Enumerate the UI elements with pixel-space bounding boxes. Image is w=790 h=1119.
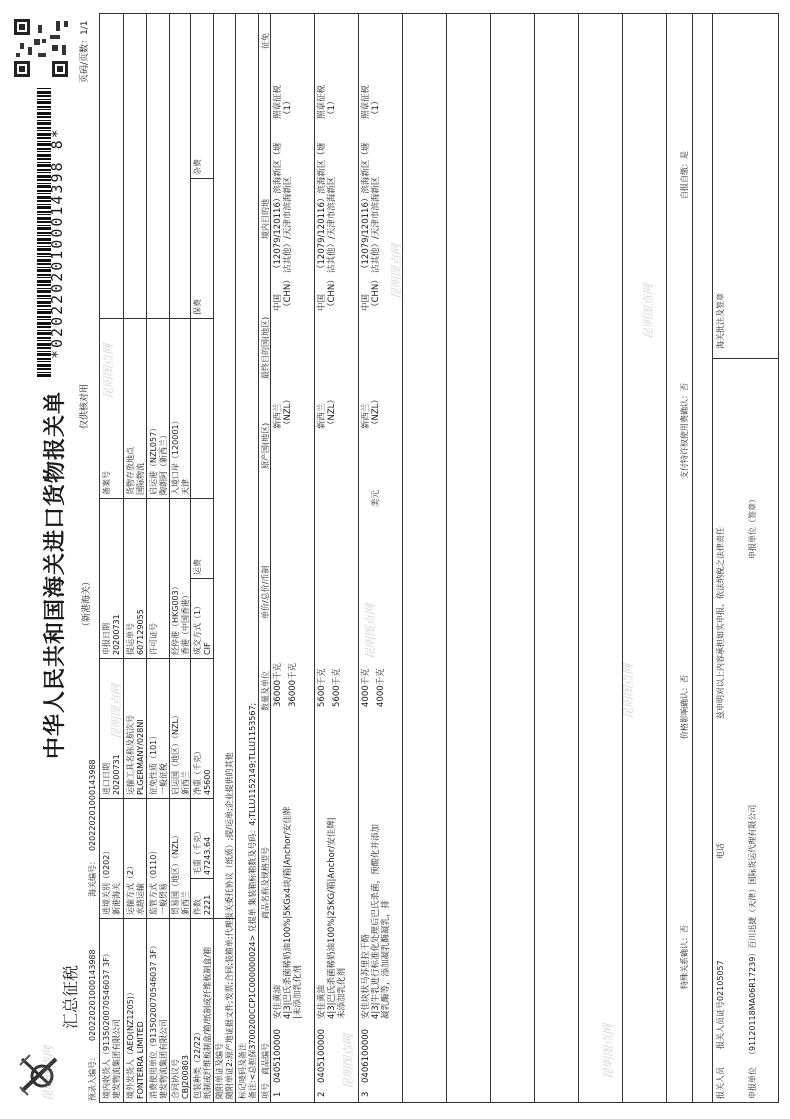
barcode-number: *02022020100014398 8* bbox=[48, 127, 66, 359]
preentry-label: 预录入编号： bbox=[88, 1053, 97, 1101]
docs-value: 随附单证2:原产地证据文件;发票;合同;装箱单;代理报关委托协议（纸质）;提/运单;企业提供的其他 bbox=[225, 752, 234, 1099]
qr-code bbox=[12, 17, 70, 79]
goods-name-line: 安佳黄油 bbox=[317, 984, 327, 1019]
marks-value: 备注:<总担保3700200CCP1C000000024> 兑提单 集装箱标箱数及号码：4;TLLU1152149;TLLU1153567; bbox=[248, 702, 257, 1099]
goods-name-line: 4|3|牛乳进行标准化处理后巴氏杀菌，预酸化并添加 bbox=[371, 823, 381, 1019]
goods-code: 0405100000 bbox=[273, 1028, 283, 1083]
import-date-label: 进口日期 bbox=[102, 763, 111, 795]
special-relation-confirm: 特殊关系确认：否 bbox=[680, 925, 689, 989]
customs-number-label: 海关编号： bbox=[88, 857, 97, 897]
terms-value: CIF bbox=[203, 642, 212, 655]
barcode-bar bbox=[37, 120, 51, 121]
user-value: 建发物流集团有限公司 bbox=[159, 1019, 168, 1099]
goods-code: 0406100000 bbox=[361, 1028, 371, 1083]
goods-qty: 36000千克 bbox=[288, 662, 298, 707]
trade-country-value: 新西兰 bbox=[181, 891, 190, 915]
pieces-label: 件数 bbox=[193, 899, 202, 915]
origin-country-label: 启运国（地区）（NZL） bbox=[171, 711, 180, 795]
goods-levy: （1） bbox=[371, 96, 381, 119]
import-date-value: 20200731 bbox=[112, 754, 121, 795]
goods-origin: （NZL） bbox=[327, 395, 337, 429]
goods-header-levy: 征免 bbox=[261, 33, 270, 49]
pieces-value: 2221 bbox=[203, 894, 212, 915]
watermark: 昆明图点网 bbox=[622, 664, 635, 719]
gross-label: 毛重（千克） bbox=[193, 827, 202, 875]
goods-header-domestic: 境内目的地 bbox=[261, 199, 270, 239]
goods-header-code: 商品编号 bbox=[261, 1043, 270, 1075]
declarant-label: 报关人员 bbox=[716, 1067, 725, 1099]
levy-label: 征免性质（101） bbox=[149, 731, 158, 795]
goods-dest: 中国 bbox=[361, 293, 371, 311]
net-value: 45600 bbox=[203, 769, 212, 795]
license-label: 许可证号 bbox=[149, 623, 158, 655]
consignor-label: 境外发货人（AEO(NZ1205)） bbox=[126, 988, 135, 1099]
page-info: 页码/页数：1/1 bbox=[80, 20, 90, 83]
trade-country-label: 贸易国（地区）（NZL） bbox=[171, 831, 180, 915]
declaring-unit-seal: 申报单位（签章） bbox=[748, 495, 757, 559]
barcode-bar bbox=[37, 95, 51, 97]
declarant-value: 报关人员证号02105057 bbox=[716, 960, 725, 1049]
contract-label: 合同协议号 bbox=[171, 1059, 180, 1099]
goods-origin: 新西兰 bbox=[361, 403, 371, 429]
goods-name-line: 4|3|巴氏杀菌稀奶油100%|25KG/箱|Anchor/安佳牌| bbox=[327, 817, 337, 1019]
watermark: 昆明图点网 bbox=[42, 1046, 55, 1101]
goods-code: 0405100000 bbox=[317, 1028, 327, 1083]
vessel-label: 运输工具名称及航次号 bbox=[126, 715, 135, 795]
vessel-value: PLGERMANY/028NI bbox=[136, 719, 145, 795]
user-label: 消费使用单位（9135020070546037 3F） bbox=[149, 941, 158, 1099]
watermark: 昆明图点网 bbox=[102, 344, 115, 399]
gross-value: 47243.64 bbox=[203, 836, 212, 875]
legal-promise: 兹申明对以上内容承担如实申报、依法纳税之法律责任 bbox=[716, 527, 725, 719]
consignee-value: 建发物流集团有限公司 bbox=[112, 1019, 121, 1099]
goods-domestic: （12079/120116）滨海新区（塘 bbox=[273, 142, 283, 273]
origin-country-value: 新西兰 bbox=[181, 771, 190, 795]
goods-header-qty: 数量及单位 bbox=[261, 671, 270, 711]
goods-domestic: （12079/120116）滨海新区（塘 bbox=[317, 142, 327, 273]
goods-levy: 照章征税 bbox=[361, 84, 371, 119]
customs-number: 020220201000143988 bbox=[88, 759, 97, 851]
bl-value: 607129055 bbox=[136, 609, 145, 655]
goods-price: 美元 bbox=[371, 489, 381, 507]
declaring-unit-label: 申报单位 bbox=[748, 1067, 757, 1099]
goods-no: 2 bbox=[317, 1091, 327, 1097]
goods-levy: 照章征税 bbox=[273, 84, 283, 119]
goods-no: 1 bbox=[273, 1091, 283, 1097]
storage-value: 国际物流 bbox=[136, 463, 145, 495]
levy-value: 一般征税 bbox=[159, 763, 168, 795]
declaring-unit-value: （91120118MA06R17239）百川迅捷（天津）国际货运代理有限公司 bbox=[748, 804, 757, 1059]
goods-header-name: 商品名称及规格型号 bbox=[261, 847, 270, 919]
terms-label: 成交方式（1） bbox=[193, 601, 202, 655]
goods-no: 3 bbox=[361, 1091, 371, 1097]
barcode-bar bbox=[37, 122, 51, 125]
goods-domestic: 沽其他）/天津市滨海新区 bbox=[371, 176, 381, 273]
goods-origin: 新西兰 bbox=[317, 403, 327, 429]
goods-origin: （NZL） bbox=[283, 395, 293, 429]
barcode-bar bbox=[37, 106, 51, 108]
watermark: 昆明图点网 bbox=[390, 244, 403, 299]
entry-port-label: 进境关别（0202） bbox=[102, 846, 111, 915]
watermark: 昆明图点网 bbox=[602, 1024, 615, 1079]
preentry-number: 020220201000143988 bbox=[88, 949, 97, 1041]
goods-levy: 照章征税 bbox=[317, 84, 327, 119]
entry-port2-label: 入境口岸（120001） bbox=[171, 416, 180, 495]
barcode-bar bbox=[37, 99, 51, 100]
decl-date-label: 申报日期 bbox=[102, 623, 111, 655]
goods-name-line: 安佳块状马苏里拉干酪 bbox=[361, 933, 371, 1019]
docs-label: 随附单证及编号 bbox=[215, 1043, 224, 1099]
barcode-bar bbox=[37, 112, 51, 115]
goods-dest: （CHN） bbox=[283, 275, 293, 311]
verify-text: 仅供核对用 bbox=[80, 383, 90, 429]
goods-domestic: 沽其他）/天津市滨海新区 bbox=[327, 176, 337, 273]
goods-name-line: 凝乳酶等，添加凝乳酶凝乳，排 bbox=[381, 899, 391, 1019]
transit-port-value: 香港（中国香港） bbox=[181, 591, 190, 655]
entry-port-value: 新港海关 bbox=[112, 883, 121, 915]
contract-value: CBJ200803 bbox=[181, 1055, 190, 1099]
freight-label: 运费 bbox=[193, 559, 202, 575]
barcode-bar bbox=[37, 91, 51, 94]
barcode-bar bbox=[37, 364, 51, 367]
pack-label: 包装种类（22/22） bbox=[193, 1027, 202, 1099]
goods-qty: 4000千克 bbox=[376, 668, 386, 707]
misc-label: 杂费 bbox=[193, 159, 202, 175]
transport-value: 水路运输 bbox=[136, 883, 145, 915]
goods-header-no: 项号 bbox=[261, 1083, 270, 1099]
goods-levy: （1） bbox=[283, 96, 293, 119]
goods-name-line: 4|3|巴氏杀菌稀奶油100%|5KGx4块/箱|Anchor/安佳牌 bbox=[283, 806, 293, 1019]
supervision-label: 监管方式（0110） bbox=[149, 846, 158, 915]
goods-dest: （CHN） bbox=[327, 275, 337, 311]
record-label: 备案号 bbox=[102, 471, 111, 495]
insurance-label: 保费 bbox=[193, 299, 202, 315]
goods-domestic: （12079/120116）滨海新区（塘 bbox=[361, 142, 371, 273]
dep-port-label: 启运港（NZL057） bbox=[149, 423, 158, 495]
transit-port-label: 经停港（HKG003） bbox=[171, 582, 180, 655]
barcode-bar bbox=[37, 101, 51, 104]
barcode-bar bbox=[37, 372, 51, 373]
barcode-bar bbox=[37, 374, 51, 377]
sub-customs: （新港海关） bbox=[82, 576, 92, 631]
consignee-label: 境内收货人（9135020070546037 3F） bbox=[102, 949, 111, 1099]
net-label: 净重（千克） bbox=[193, 747, 202, 795]
goods-qty: 4000千克 bbox=[361, 668, 371, 707]
barcode-bar bbox=[37, 88, 51, 89]
goods-levy: （1） bbox=[327, 96, 337, 119]
goods-dest: （CHN） bbox=[371, 275, 381, 311]
goods-dest: 中国 bbox=[273, 293, 283, 311]
marks-label: 标记唛码及备注 bbox=[238, 1043, 247, 1099]
transport-label: 运输方式（2） bbox=[126, 861, 135, 915]
goods-domestic: 沽其他）/天津市滨海新区 bbox=[283, 176, 293, 273]
phone-label: 电话 bbox=[716, 843, 725, 859]
goods-name-line: 未添加乳化剂 bbox=[337, 967, 347, 1019]
customs-note-label: 海关批注及签章 bbox=[716, 293, 725, 349]
price-impact-confirm: 价格影响确认：否 bbox=[680, 675, 689, 739]
document-title: 中华人民共和国海关进口货物报关单 bbox=[42, 390, 68, 759]
barcode-bar bbox=[37, 361, 51, 362]
summary-tax-stamp: 汇总征税 bbox=[61, 964, 80, 1029]
entry-port2-value: 天津 bbox=[181, 479, 190, 495]
watermark: 昆明图点网 bbox=[364, 604, 377, 659]
bl-label: 提运单号 bbox=[126, 623, 135, 655]
goods-header-origin: 原产国(地区) bbox=[261, 422, 270, 469]
self-report-confirm: 自报自缴：是 bbox=[680, 151, 689, 199]
supervision-value: 一般贸易 bbox=[159, 883, 168, 915]
watermark: 昆明图点网 bbox=[642, 284, 655, 339]
watermark: 昆明图点网 bbox=[110, 684, 123, 739]
consignor-value: FONTERRA LIMITED bbox=[136, 1021, 145, 1099]
goods-name-line: |未添加乳化剂 bbox=[293, 965, 303, 1019]
goods-header-price: 单价/总价/币制 bbox=[261, 565, 270, 619]
goods-dest: 中国 bbox=[317, 293, 327, 311]
royalty-confirm: 支付特许权使用费确认：否 bbox=[680, 383, 689, 479]
watermark: 昆明图点网 bbox=[342, 1034, 355, 1089]
goods-origin: 新西兰 bbox=[273, 403, 283, 429]
goods-qty: 5600千克 bbox=[317, 668, 327, 707]
pack-value: 纸制或纤维板制盒/箱/纸制或纤维板制盒/箱 bbox=[203, 946, 212, 1099]
barcode-bar bbox=[37, 116, 51, 118]
dep-port-value: 陶朗阿（新西兰） bbox=[159, 431, 168, 495]
goods-qty: 5600千克 bbox=[332, 668, 342, 707]
goods-origin: （NZL） bbox=[371, 395, 381, 429]
barcode-bar bbox=[37, 109, 51, 110]
decl-date-value: 20200731 bbox=[112, 614, 121, 655]
barcode-bar bbox=[37, 368, 51, 370]
storage-label: 货物存放地点 bbox=[126, 447, 135, 495]
goods-name-line: 安佳黄油 bbox=[273, 984, 283, 1019]
goods-qty: 36000千克 bbox=[273, 662, 283, 707]
goods-header-dest: 最终目的国(地区) bbox=[261, 316, 270, 379]
